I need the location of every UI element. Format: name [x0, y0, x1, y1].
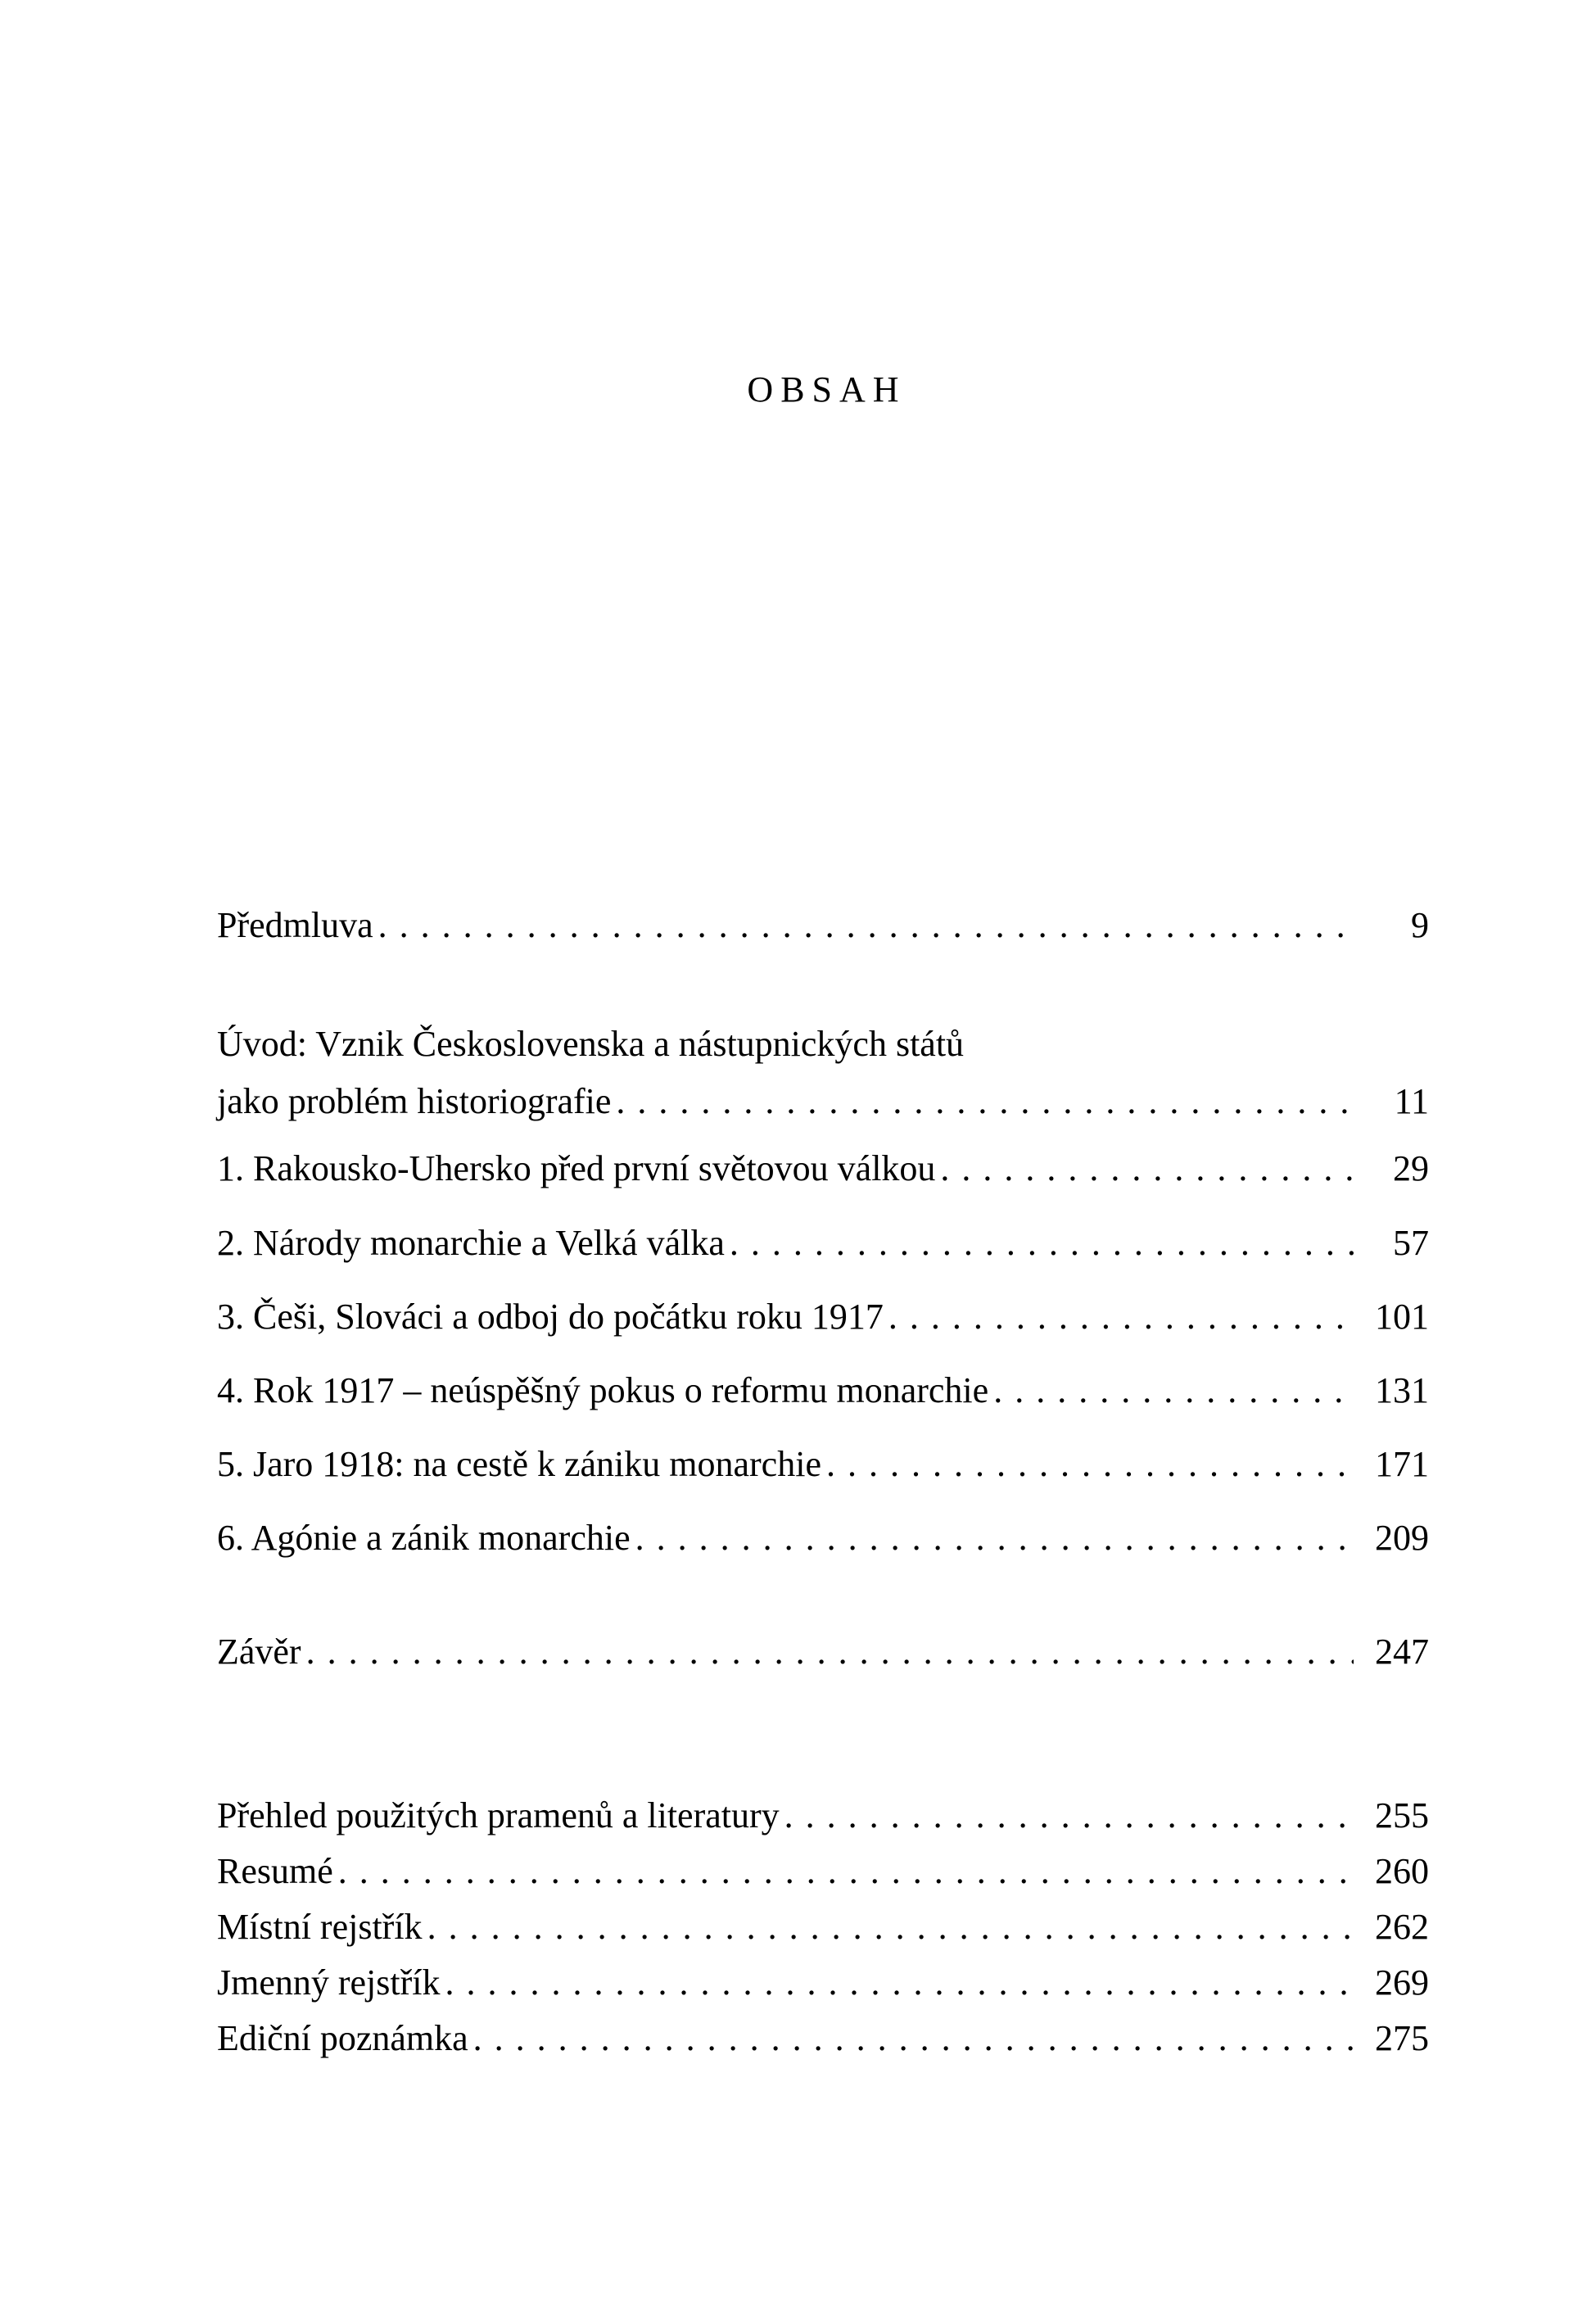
dot-leader	[780, 1790, 1354, 1842]
dot-leader	[373, 899, 1354, 952]
dot-leader	[441, 1957, 1354, 2009]
toc-entry-label: Jmenný rejstřík	[217, 1962, 441, 2003]
page-number: 269	[1375, 1962, 1429, 2003]
toc-entry	[217, 1365, 1429, 1417]
toc-entry	[217, 1512, 1429, 1564]
toc-entry-label: Resumé	[217, 1851, 333, 1891]
toc-entry-label: 2. Národy monarchie a Velká válka	[217, 1223, 725, 1263]
toc-entry	[217, 1790, 1429, 1842]
page-number: 11	[1394, 1081, 1429, 1121]
page-number: 275	[1375, 2018, 1429, 2058]
toc-entry-label: Předmluva	[217, 905, 373, 945]
toc-entry-label: 1. Rakousko-Uhersko před první světovou válkou	[217, 1148, 936, 1188]
page-number: 101	[1375, 1297, 1429, 1337]
dot-leader	[884, 1291, 1354, 1343]
dot-leader	[301, 1626, 1354, 1678]
toc-entry	[217, 1143, 1429, 1195]
toc-entry	[217, 1291, 1429, 1343]
toc-entry	[217, 1438, 1429, 1491]
toc-entry-label: Úvod: Vznik Československa a nástupnických států	[217, 1024, 965, 1064]
toc-entry	[217, 1217, 1429, 1270]
toc-entry	[217, 1901, 1429, 1953]
dot-leader	[631, 1512, 1354, 1564]
dot-leader	[988, 1365, 1354, 1417]
toc-content	[217, 0, 1429, 2065]
toc-entry-label: Závěr	[217, 1632, 301, 1672]
dot-leader	[423, 1901, 1354, 1953]
toc-entry	[217, 1626, 1429, 1678]
toc-entry-label: 4. Rok 1917 – neúspěšný pokus o reformu monarchie	[217, 1370, 989, 1410]
dot-leader	[611, 1075, 1354, 1128]
page-title: OBSAH	[747, 369, 907, 410]
toc-entry	[217, 1957, 1429, 2009]
toc-entry-label: jako problém historiografie	[217, 1081, 612, 1121]
dot-leader	[468, 2012, 1354, 2065]
page-number: 247	[1375, 1632, 1429, 1672]
dot-leader	[725, 1217, 1354, 1270]
dot-leader	[821, 1438, 1354, 1491]
dot-leader	[333, 1845, 1354, 1898]
page-number: 131	[1375, 1370, 1429, 1410]
page-number: 57	[1393, 1223, 1429, 1263]
toc-entry	[217, 1845, 1429, 1898]
toc-entry-continuation	[217, 1075, 1429, 1128]
page-number: 9	[1411, 905, 1429, 945]
toc-entry	[217, 2012, 1429, 2065]
toc-entry-label: Ediční poznámka	[217, 2018, 468, 2058]
toc-entry-label: 5. Jaro 1918: na cestě k zániku monarchie	[217, 1444, 821, 1484]
page-number: 171	[1375, 1444, 1429, 1484]
toc-entry-label: 3. Češi, Slováci a odboj do počátku roku 1917	[217, 1297, 884, 1337]
page-number: 209	[1375, 1518, 1429, 1558]
toc-entry	[217, 899, 1429, 952]
toc-entry-label: 6. Agónie a zánik monarchie	[217, 1518, 631, 1558]
toc-entry	[217, 1018, 1429, 1070]
page-number: 255	[1375, 1795, 1429, 1835]
page-number: 29	[1393, 1148, 1429, 1188]
page-number: 262	[1375, 1907, 1429, 1947]
dot-leader	[935, 1143, 1354, 1195]
page-number: 260	[1375, 1851, 1429, 1891]
toc-entry-label: Přehled použitých pramenů a literatury	[217, 1795, 780, 1835]
toc-entry-label: Místní rejstřík	[217, 1907, 423, 1947]
